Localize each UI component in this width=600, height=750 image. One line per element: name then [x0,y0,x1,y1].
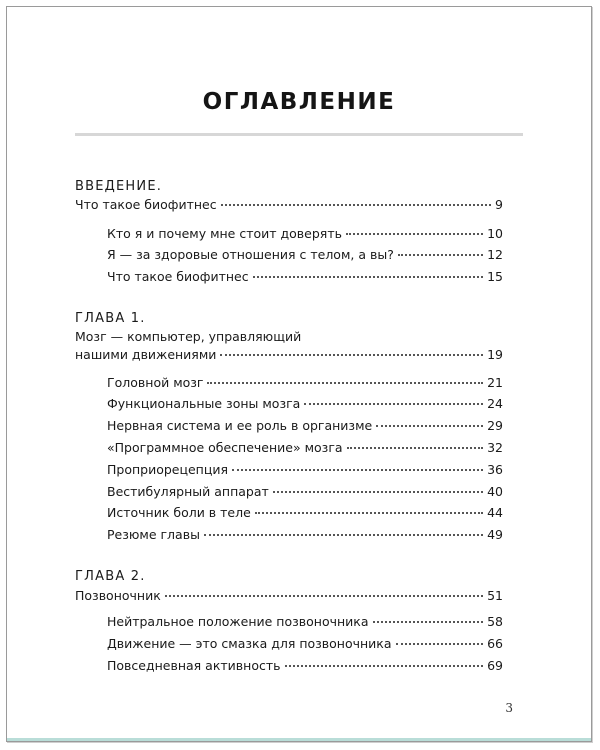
dot-leader [165,595,483,597]
toc-entry-page: 24 [487,396,503,411]
dot-leader [221,204,491,206]
toc-entry[interactable] [107,226,503,241]
toc-entry-page: 21 [487,375,503,390]
dot-leader [396,643,484,645]
dot-leader [220,354,483,356]
dot-leader [285,665,484,667]
toc-entry-page: 36 [487,462,503,477]
introduction-heading: ВВЕДЕНИЕ. [75,179,163,194]
toc-entry-label: Резюме главы [107,527,200,542]
toc-entry[interactable] [107,658,503,673]
page-bottom-accent [7,738,591,741]
dot-leader [253,276,484,278]
toc-entry[interactable] [107,614,503,629]
toc-entry-page: 29 [487,418,503,433]
toc-entry-page: 12 [487,247,503,262]
toc-entry-label: Проприорецепция [107,462,229,477]
toc-entry[interactable] [107,505,503,520]
toc-entry[interactable] [107,636,503,651]
toc-entry-label: Что такое биофитнес [107,269,249,284]
toc-entry-label: Нейтральное положение позвоночника [107,614,369,629]
toc-entry-page: 44 [487,505,503,520]
toc-entry[interactable] [107,396,503,411]
toc-entry[interactable] [75,197,503,212]
toc-entry-page: 58 [487,614,503,629]
toc-entry[interactable] [107,484,503,499]
toc-entry-page: 9 [495,197,503,212]
dot-leader [207,382,483,384]
dot-leader [376,425,483,427]
toc-entry-label: Что такое биофитнес [75,197,217,212]
toc-entry-label: Нервная система и ее роль в организме [107,418,373,433]
toc-entry-label: Позвоночник [75,588,161,603]
toc-entry-label: «Программное обеспечение» мозга [107,440,343,455]
toc-entry-page: 32 [487,440,503,455]
toc-entry-page: 49 [487,527,503,542]
toc-entry-label: Повседневная активность [107,658,281,673]
toc-entry-label: нашими движениями [75,347,217,362]
toc-entry-label: Кто я и почему мне стоит доверять [107,226,342,241]
title-divider [75,133,523,136]
dot-leader [346,233,483,235]
chapter2-heading: ГЛАВА 2. [75,569,146,584]
toc-title: ОГЛАВЛЕНИЕ [202,89,396,115]
book-page [6,6,592,742]
dot-leader [232,469,483,471]
dot-leader [304,403,483,405]
toc-entry-label: Я — за здоровые отношения с телом, а вы? [107,247,394,262]
chapter1-heading: ГЛАВА 1. [75,311,146,326]
toc-entry[interactable] [75,588,503,603]
dot-leader [347,447,484,449]
toc-entry-label: Источник боли в теле [107,505,251,520]
dot-leader [255,512,483,514]
toc-entry-page: 66 [487,636,503,651]
toc-entry-label: Движение — это смазка для позвоночника [107,636,392,651]
toc-entry-page: 15 [487,269,503,284]
page-number: 3 [505,701,513,715]
toc-entry-page: 10 [487,226,503,241]
dot-leader [273,491,483,493]
toc-entry-page: 40 [487,484,503,499]
toc-entry[interactable] [107,527,503,542]
dot-leader [204,534,483,536]
toc-entry[interactable] [107,375,503,390]
toc-entry-label: Головной мозг [107,375,204,390]
toc-entry[interactable] [75,347,503,362]
toc-entry-label: Функциональные зоны мозга [107,396,301,411]
toc-entry[interactable] [107,418,503,433]
dot-leader [398,254,483,256]
toc-entry-page: 19 [487,347,503,362]
chapter1-title-line1: Мозг — компьютер, управляющий [75,329,302,344]
toc-entry[interactable] [107,247,503,262]
toc-entry[interactable] [107,440,503,455]
toc-entry[interactable] [107,462,503,477]
dot-leader [373,621,484,623]
toc-entry-page: 51 [487,588,503,603]
toc-entry-label: Вестибулярный аппарат [107,484,269,499]
toc-entry[interactable] [107,269,503,284]
toc-entry-page: 69 [487,658,503,673]
